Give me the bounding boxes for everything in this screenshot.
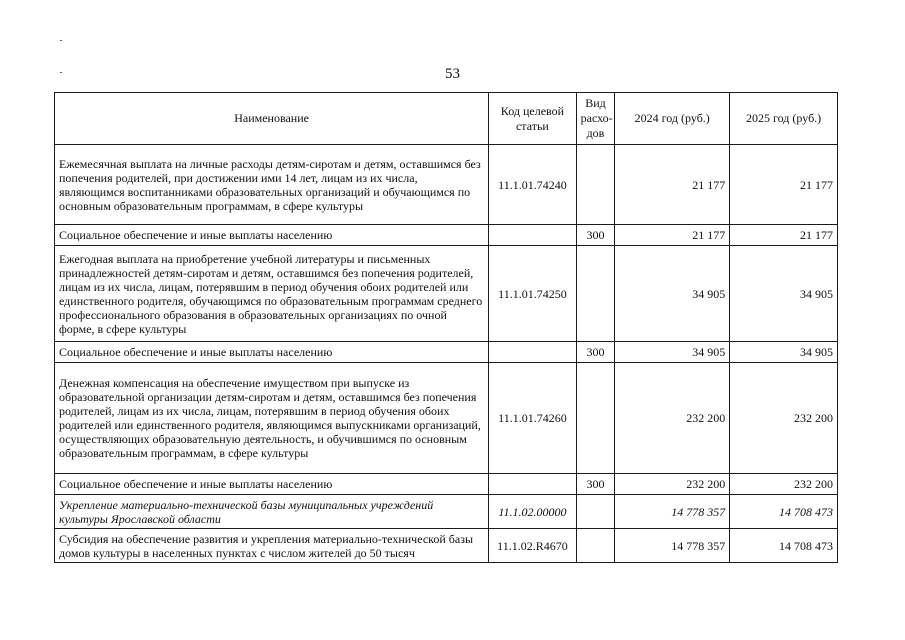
row-amount-2025: 34 905 [730, 246, 838, 342]
row-code: 11.1.02.00000 [489, 495, 576, 529]
table-row [55, 145, 838, 225]
row-amount-2025: 232 200 [730, 363, 838, 474]
row-code [489, 474, 576, 495]
scan-speck [60, 40, 62, 41]
table-row [55, 246, 838, 342]
row-amount-2024: 232 200 [615, 474, 730, 495]
row-code [489, 342, 576, 363]
header-code: Код целевой статьи [489, 93, 576, 145]
page-number: 53 [445, 66, 460, 82]
row-amount-2024: 232 200 [615, 363, 730, 474]
row-name: Укрепление материально-технической базы муниципальных учреждений культуры Ярославской области [55, 495, 489, 529]
row-name: Ежегодная выплата на приобретение учебной литературы и письменных принадлежностей детям-сиротам и детям, оставшимся без попечения родителей, лицам из их числа, лицам, потерявшим в период обучения обоих родителей или единственного родителя, обучающимся по образовательным программам среднего профессионального образования в образовательных организациях по очной форме, в сфере культуры [55, 246, 489, 342]
row-expense-type [576, 529, 615, 563]
table-header-row [55, 93, 838, 145]
row-name: Субсидия на обеспечение развития и укрепления материально-технической базы домов культуры в населенных пунктах с числом жителей до 50 тысяч [55, 529, 489, 563]
header-2024: 2024 год (руб.) [615, 93, 730, 145]
table-row [55, 342, 838, 363]
row-amount-2024: 34 905 [615, 342, 730, 363]
row-amount-2025: 21 177 [730, 225, 838, 246]
row-expense-type [576, 363, 615, 474]
table-row [55, 363, 838, 474]
row-name: Социальное обеспечение и иные выплаты населению [55, 342, 489, 363]
table-row [55, 474, 838, 495]
row-amount-2025: 14 708 473 [730, 495, 838, 529]
row-name: Ежемесячная выплата на личные расходы детям-сиротам и детям, оставшимся без попечения родителей, при достижении ими 14 лет, лицам из их числа, являющимся воспитанниками образовательных организаций и обучающимся по основным образовательным программам, в сфере культуры [55, 145, 489, 225]
row-name: Денежная компенсация на обеспечение имуществом при выпуске из образовательной организации детям-сиротам и детям, оставшимся без попечения родителей, лицам из их числа, лицам, потерявшим в период обучения обоих родителей или единственного родителя, являющимся выпускниками организаций, осуществляющих образовательную деятельность, и обучившимся по основным образовательным программам, в сфере культуры [55, 363, 489, 474]
row-expense-type: 300 [576, 225, 615, 246]
row-amount-2024: 21 177 [615, 225, 730, 246]
row-expense-type: 300 [576, 474, 615, 495]
row-amount-2025: 34 905 [730, 342, 838, 363]
row-code: 11.1.02.R4670 [489, 529, 576, 563]
row-amount-2024: 14 778 357 [615, 495, 730, 529]
row-amount-2025: 232 200 [730, 474, 838, 495]
budget-table [54, 92, 838, 563]
table-row [55, 529, 838, 563]
table-row [55, 225, 838, 246]
row-amount-2024: 21 177 [615, 145, 730, 225]
row-code: 11.1.01.74240 [489, 145, 576, 225]
row-amount-2024: 34 905 [615, 246, 730, 342]
row-expense-type [576, 246, 615, 342]
header-name: Наименование [55, 93, 489, 145]
table-row [55, 495, 838, 529]
row-code [489, 225, 576, 246]
row-name: Социальное обеспечение и иные выплаты населению [55, 474, 489, 495]
row-amount-2025: 21 177 [730, 145, 838, 225]
row-amount-2025: 14 708 473 [730, 529, 838, 563]
header-expense-type: Вид расхо-дов [576, 93, 615, 145]
row-amount-2024: 14 778 357 [615, 529, 730, 563]
row-expense-type: 300 [576, 342, 615, 363]
row-name: Социальное обеспечение и иные выплаты населению [55, 225, 489, 246]
header-2025: 2025 год (руб.) [730, 93, 838, 145]
row-expense-type [576, 145, 615, 225]
row-code: 11.1.01.74260 [489, 363, 576, 474]
row-expense-type [576, 495, 615, 529]
row-code: 11.1.01.74250 [489, 246, 576, 342]
